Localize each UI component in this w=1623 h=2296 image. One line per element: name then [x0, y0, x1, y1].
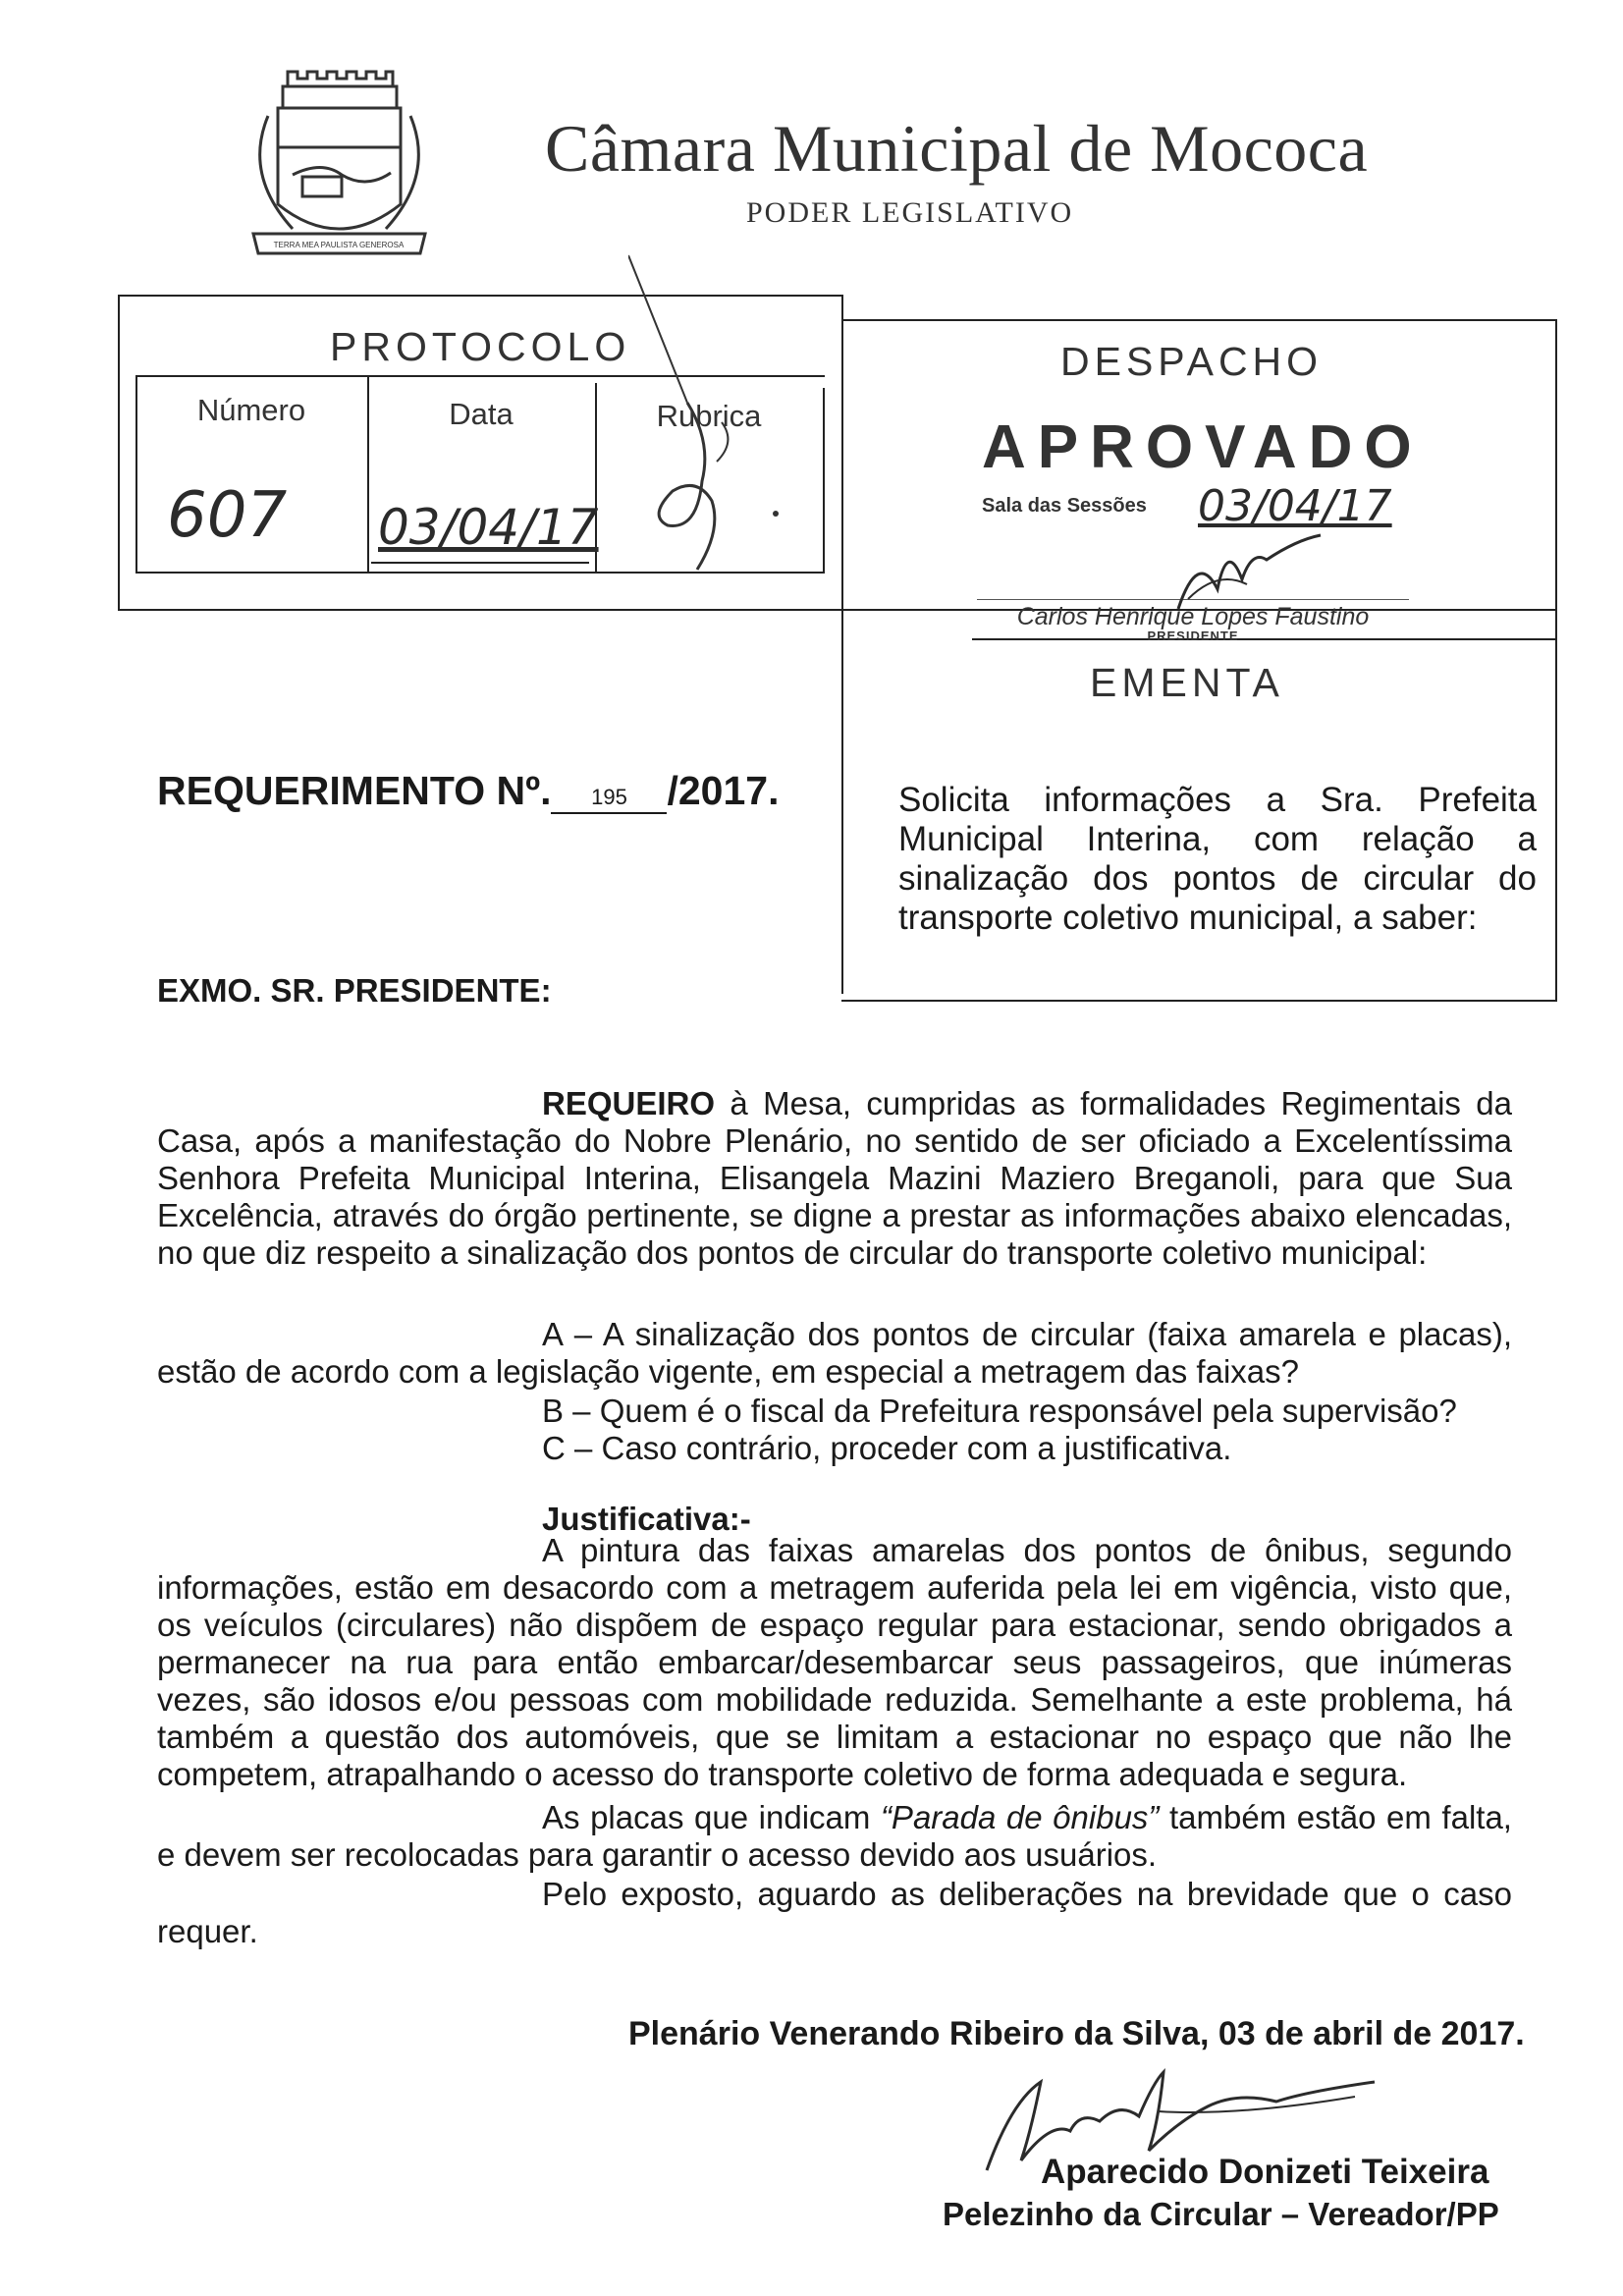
requerimento-suffix: /2017. — [667, 768, 780, 813]
frame-right-line — [1555, 319, 1557, 1002]
signer-name: Aparecido Donizeti Teixeira — [1041, 2153, 1489, 2191]
frame-left-line — [118, 295, 120, 611]
placas-quote: “Parada de ônibus” — [880, 1799, 1160, 1835]
exposto-paragraph: Pelo exposto, aguardo as deliberações na brevidade que o caso requer. — [157, 1876, 1512, 1949]
proto-table-right — [823, 388, 825, 574]
protocolo-numero-value: 607 — [167, 479, 288, 552]
ementa-line: sinalização dos pontos de circular do — [898, 859, 1537, 898]
aprovado-stamp: APROVADO — [982, 413, 1424, 481]
sala-sessoes-label: Sala das Sessões — [982, 495, 1147, 517]
ementa-title: EMENTA — [1090, 660, 1284, 705]
city-crest-logo — [234, 67, 444, 273]
signer-role: Pelezinho da Circular – Vereador/PP — [943, 2196, 1499, 2232]
place-date: Plenário Venerando Ribeiro da Silva, 03 de abril de 2017. — [628, 2015, 1525, 2052]
item-a: A – A sinalização dos pontos de circular (faixa amarela e placas), estão de acordo com a legislação vigente, em especial a metragem das faixas? — [157, 1316, 1512, 1390]
item-b: B – Quem é o fiscal da Prefeitura responsável pela supervisão? — [542, 1393, 1457, 1429]
placas-pre: As placas que indicam — [542, 1799, 881, 1835]
salutation: EXMO. SR. PRESIDENTE: — [157, 972, 552, 1009]
requerimento-paragraph — [157, 1085, 1512, 1272]
president-role: PRESIDENTE — [1147, 629, 1239, 643]
institution-subtitle: PODER LEGISLATIVO — [746, 196, 1074, 229]
frame-divider-vertical — [841, 295, 843, 994]
justificativa-title: Justificativa:- — [542, 1501, 751, 1537]
despacho-title: DESPACHO — [1060, 339, 1324, 384]
requerimento-number: 195 — [551, 783, 667, 814]
placas-paragraph — [157, 1799, 1512, 1874]
protocolo-rubrica-label: Rubrica — [656, 399, 762, 433]
justificativa-paragraph: A pintura das faixas amarelas dos pontos de ônibus, segundo informações, estão em desacordo com a metragem auferida pela lei em vigência, visto que, os veículos (circulares) não dispõem de espaço regular para estacionar, sendo obrigados a permanecer na rua para então embarcar/desembarcar seus passageiros, que inúmeras vezes, são idosos e/ou pessoas com mobilidade reduzida. Semelhante a este problema, há também a questão dos automóveis, que se limitam a estacionar no espaço que não lhe competem, atrapalhando o acesso do transporte coletivo de forma adequada e segura. — [157, 1532, 1512, 1792]
president-name: Carlos Henrique Lopes Faustino — [1016, 603, 1370, 630]
proto-date-underline — [371, 562, 589, 564]
sala-sessoes-date: 03/04/17 — [1198, 481, 1392, 531]
placas-post: também estão em falta, e devem ser recolocadas para garantir o acesso devido aos usuários. — [157, 1799, 1512, 1873]
requeiro-text: à Mesa, cumpridas as formalidades Regimentais da Casa, após a manifestação do Nobre Plenário, no sentido de ser oficiado a Excelentíssima Senhora Prefeita Municipal Interina, Elisangela Mazini Maziero Breganoli, para que Sua Excelência, através do órgão pertinente, se digne a prestar as informações abaixo elencadas, no que diz respeito a sinalização dos pontos de circular do transporte coletivo municipal: — [157, 1085, 1512, 1271]
frame-top-right-line — [842, 319, 1557, 321]
frame-right-bottom-line — [841, 1000, 1557, 1002]
protocolo-title: PROTOCOLO — [330, 324, 631, 369]
protocolo-data-label: Data — [449, 397, 514, 431]
ementa-text — [898, 781, 1537, 938]
requerimento-title — [157, 768, 779, 814]
requeiro-lead: REQUEIRO — [542, 1085, 716, 1121]
ementa-line: Solicita informações a Sra. Prefeita — [898, 781, 1537, 819]
rubrica-signature — [628, 246, 805, 579]
requerimento-prefix: REQUERIMENTO Nº. — [157, 768, 552, 813]
crest-motto-text: TERRA MEA PAULISTA GENEROSA — [273, 241, 405, 249]
protocolo-numero-label: Número — [196, 393, 306, 427]
institution-name: Câmara Municipal de Mococa — [545, 111, 1369, 186]
ementa-line: transporte coletivo municipal, a saber: — [898, 899, 1478, 937]
protocolo-data-value: 03/04/17 — [378, 499, 599, 556]
item-c: C – Caso contrário, proceder com a justificativa. — [542, 1430, 1232, 1466]
ementa-line: Municipal Interina, com relação a — [898, 820, 1537, 858]
